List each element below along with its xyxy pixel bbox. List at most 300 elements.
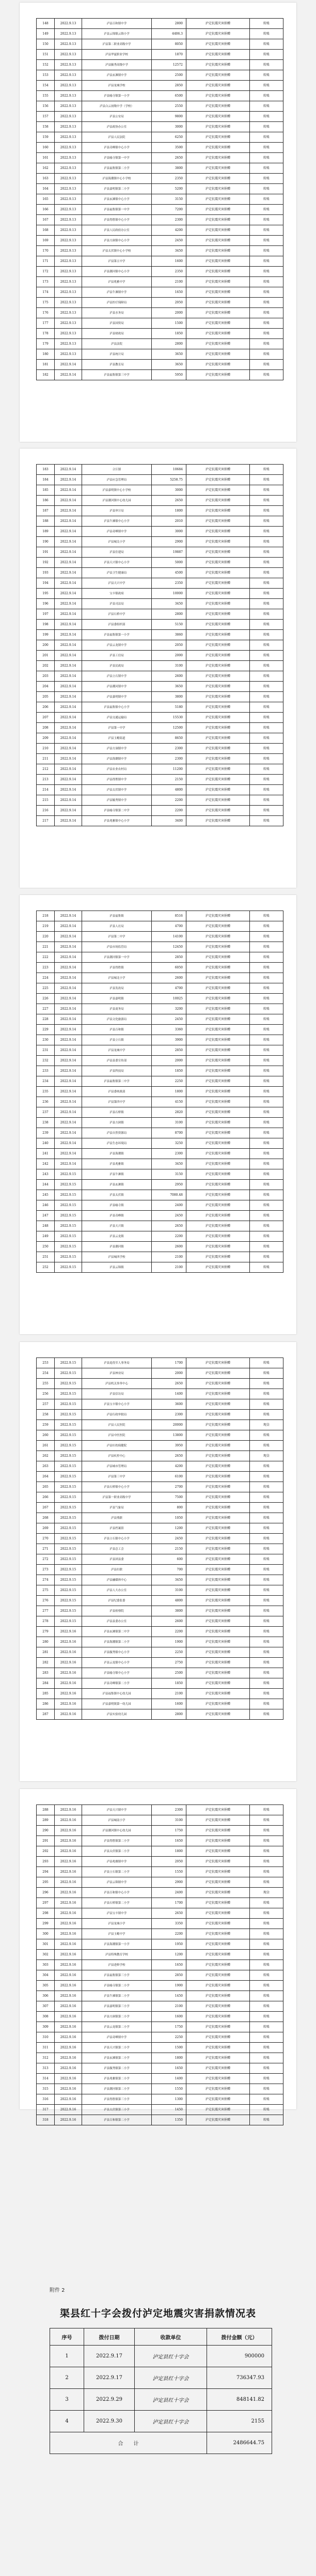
ledger-cell-method: 转账 xyxy=(250,475,283,485)
ledger-row xyxy=(37,318,283,329)
ledger-cell-purpose: 泸定抗震灾害捐赠 xyxy=(186,70,250,81)
ledger-cell-date: 2022.9.15 xyxy=(55,1358,82,1368)
ledger-cell-purpose: 泸定抗震灾害捐赠 xyxy=(186,2074,250,2084)
ledger-cell-donor: 泸县卫生健康局 xyxy=(82,568,152,578)
ledger-cell-method: 转账 xyxy=(250,911,283,921)
ledger-cell-index: 161 xyxy=(37,153,55,163)
ledger-cell-donor: 泸县人民法院 xyxy=(82,132,152,143)
ledger-cell-amount: 2850 xyxy=(152,1045,186,1056)
ledger-cell-donor: 泸县福集镇第一中学 xyxy=(82,205,152,215)
ledger-cell-purpose: 泸定抗震灾害捐赠 xyxy=(186,370,250,380)
ledger-cell-amount: 2010 xyxy=(152,516,186,527)
ledger-cell-amount: 2250 xyxy=(152,1076,186,1087)
ledger-cell-date: 2022.9.15 xyxy=(55,1523,82,1534)
ledger-cell-index: 258 xyxy=(37,1410,55,1420)
ledger-row xyxy=(37,1441,283,1451)
ledger-cell-amount: 6050 xyxy=(152,963,186,973)
ledger-cell-donor: 泸县第五中学 xyxy=(82,256,152,267)
summary-cell-date: 2022.9.30 xyxy=(84,2411,135,2432)
ledger-row xyxy=(37,1970,283,1981)
ledger-row xyxy=(37,1919,283,1929)
ledger-cell-date: 2022.9.14 xyxy=(55,1014,82,1025)
ledger-cell-date: 2022.9.15 xyxy=(55,1606,82,1616)
ledger-cell-method: 转账 xyxy=(250,1939,283,1950)
ledger-cell-donor: 泸县福集镇第三中学 xyxy=(82,370,152,380)
ledger-cell-method: 转账 xyxy=(250,1014,283,1025)
ledger-cell-date: 2022.9.13 xyxy=(55,256,82,267)
ledger-cell-date: 2022.9.16 xyxy=(55,1846,82,1857)
ledger-cell-amount: 3400 xyxy=(152,816,186,826)
ledger-cell-donor: 泸县潮河镇中心小学 xyxy=(82,267,152,277)
ledger-row xyxy=(37,692,283,702)
ledger-cell-purpose: 泸定抗震灾害捐赠 xyxy=(186,1190,250,1200)
ledger-cell-date: 2022.9.16 xyxy=(55,1826,82,1836)
ledger-cell-method: 转账 xyxy=(250,702,283,713)
ledger-cell-amount: 2800 xyxy=(152,609,186,620)
ledger-cell-donor: 泸县太伏镇 xyxy=(82,1190,152,1200)
ledger-cell-purpose: 泸定抗震灾害捐赠 xyxy=(186,1877,250,1888)
ledger-cell-donor: 泸县市场监管局 xyxy=(82,942,152,952)
ledger-row xyxy=(37,1430,283,1441)
ledger-cell-method: 转账 xyxy=(250,70,283,81)
ledger-cell-purpose: 泸定抗震灾害捐赠 xyxy=(186,692,250,702)
ledger-cell-method: 转账 xyxy=(250,485,283,496)
ledger-row xyxy=(37,70,283,81)
ledger-row xyxy=(37,816,283,826)
ledger-cell-purpose: 泸定抗震灾害捐赠 xyxy=(186,963,250,973)
ledger-cell-method: 转账 xyxy=(250,1554,283,1565)
ledger-row xyxy=(37,1596,283,1606)
ledger-cell-index: 293 xyxy=(37,1857,55,1867)
ledger-row xyxy=(37,1035,283,1045)
ledger-cell-date: 2022.9.14 xyxy=(55,1056,82,1066)
ledger-cell-amount: 3450 xyxy=(152,1159,186,1169)
ledger-cell-method: 转账 xyxy=(250,1138,283,1149)
summary-cell-index: 3 xyxy=(50,2389,84,2411)
ledger-cell-donor: 泸县疾控中心 xyxy=(82,1451,152,1461)
ledger-cell-method: 转账 xyxy=(250,1368,283,1379)
ledger-cell-index: 288 xyxy=(37,1805,55,1815)
ledger-cell-amount: 1500 xyxy=(152,318,186,329)
ledger-cell-date: 2022.9.16 xyxy=(55,1991,82,2001)
summary-cell-amount: 900000 xyxy=(207,2346,272,2367)
ledger-cell-donor: 泸县第四中学 xyxy=(82,1097,152,1107)
ledger-cell-amount: 2100 xyxy=(152,1689,186,1699)
ledger-cell-index: 254 xyxy=(37,1368,55,1379)
ledger-cell-purpose: 泸定抗震灾害捐赠 xyxy=(186,1991,250,2001)
ledger-cell-method: 转账 xyxy=(250,2084,283,2094)
ledger-cell-donor: 泸县海潮镇第一小学 xyxy=(82,1939,152,1950)
ledger-cell-donor: 泸县纪委监委 xyxy=(82,1596,152,1606)
ledger-cell-method: 转账 xyxy=(250,952,283,963)
ledger-row xyxy=(37,19,283,29)
ledger-cell-purpose: 泸定抗震灾害捐赠 xyxy=(186,713,250,723)
ledger-cell-donor: 泸县福集镇第二中学 xyxy=(82,1076,152,1087)
ledger-cell-date: 2022.9.14 xyxy=(55,485,82,496)
ledger-cell-index: 266 xyxy=(37,1492,55,1503)
ledger-cell-donor: 泸县嘉明镇中学 xyxy=(82,692,152,702)
ledger-cell-amount: 3450 xyxy=(152,1575,186,1585)
ledger-cell-amount: 8516 xyxy=(152,911,186,921)
ledger-cell-date: 2022.9.15 xyxy=(55,1482,82,1492)
ledger-cell-index: 233 xyxy=(37,1066,55,1076)
ledger-cell-index: 310 xyxy=(37,2032,55,2043)
ledger-cell-date: 2022.9.14 xyxy=(55,589,82,599)
ledger-cell-index: 240 xyxy=(37,1138,55,1149)
ledger-cell-donor: 泸县进修学校 xyxy=(82,1960,152,1970)
ledger-cell-amount: 15530 xyxy=(152,713,186,723)
ledger-cell-purpose: 泸定抗震灾害捐赠 xyxy=(186,1159,250,1169)
ledger-cell-date: 2022.9.16 xyxy=(55,2063,82,2074)
ledger-cell-purpose: 泸定抗震灾害捐赠 xyxy=(186,132,250,143)
ledger-cell-donor: 泸县太伏镇中心小学校 xyxy=(82,246,152,256)
ledger-cell-amount: 3250 xyxy=(152,1138,186,1149)
ledger-cell-date: 2022.9.14 xyxy=(55,932,82,942)
ledger-cell-purpose: 泸定抗震灾害捐赠 xyxy=(186,1252,250,1262)
ledger-cell-amount: 2820 xyxy=(152,1107,186,1118)
ledger-row xyxy=(37,2012,283,2022)
ledger-cell-donor: 泸县人民政府办公室 xyxy=(82,225,152,236)
ledger-cell-date: 2022.9.14 xyxy=(55,785,82,795)
ledger-cell-date: 2022.9.13 xyxy=(55,308,82,318)
ledger-cell-donor: 泸县嘉明镇第三小学 xyxy=(82,2001,152,2012)
ledger-cell-purpose: 泸定抗震灾害捐赠 xyxy=(186,1503,250,1513)
ledger-cell-purpose: 泸定抗震灾害捐赠 xyxy=(186,2043,250,2053)
ledger-cell-method: 转账 xyxy=(250,1128,283,1138)
ledger-cell-date: 2022.9.14 xyxy=(55,1138,82,1149)
ledger-cell-donor: 泸县潮河镇 xyxy=(82,1242,152,1252)
ledger-row xyxy=(37,2084,283,2094)
ledger-row xyxy=(37,921,283,932)
ledger-cell-amount: 1050 xyxy=(152,1513,186,1523)
ledger-cell-donor: 泸县城市管理局 xyxy=(82,1461,152,1472)
ledger-row xyxy=(37,994,283,1004)
ledger-row xyxy=(37,558,283,568)
ledger-cell-method: 转账 xyxy=(250,1523,283,1534)
ledger-cell-method: 转账 xyxy=(250,1709,283,1720)
ledger-cell-method: 转账 xyxy=(250,1076,283,1087)
ledger-cell-index: 148 xyxy=(37,19,55,29)
ledger-cell-amount: 2200 xyxy=(152,1929,186,1939)
ledger-cell-index: 153 xyxy=(37,70,55,81)
ledger-cell-method: 转账 xyxy=(250,1056,283,1066)
ledger-cell-index: 205 xyxy=(37,692,55,702)
ledger-cell-index: 250 xyxy=(37,1242,55,1252)
ledger-cell-amount: 2400 xyxy=(152,1200,186,1211)
ledger-cell-donor: 泸县退役军人事务局 xyxy=(82,1358,152,1368)
ledger-cell-amount: 2800 xyxy=(152,1709,186,1720)
ledger-page-1 xyxy=(20,3,296,442)
ledger-cell-amount: 1600 xyxy=(152,1699,186,1709)
ledger-cell-donor: 泸县气象局 xyxy=(82,1503,152,1513)
ledger-cell-date: 2022.9.15 xyxy=(55,1410,82,1420)
ledger-row xyxy=(37,101,283,112)
ledger-cell-purpose: 泸定抗震灾害捐赠 xyxy=(186,174,250,184)
ledger-cell-method: 转账 xyxy=(250,983,283,994)
ledger-cell-amount: 3150 xyxy=(152,1169,186,1180)
ledger-cell-purpose: 泸定抗震灾害捐赠 xyxy=(186,143,250,153)
ledger-cell-method: 转账 xyxy=(250,1149,283,1159)
ledger-cell-donor: 泸县石桥镇 xyxy=(82,1107,152,1118)
ledger-cell-donor: 泸县机关事务中心 xyxy=(82,1379,152,1389)
ledger-cell-date: 2022.9.14 xyxy=(55,630,82,640)
ledger-cell-purpose: 泸定抗震灾害捐赠 xyxy=(186,568,250,578)
ledger-cell-method: 转账 xyxy=(250,1430,283,1441)
ledger-cell-amount: 1900 xyxy=(152,1981,186,1991)
ledger-row xyxy=(37,1616,283,1627)
ledger-cell-donor: 泸县得胜镇中学 xyxy=(82,775,152,785)
ledger-cell-purpose: 泸定抗震灾害捐赠 xyxy=(186,1867,250,1877)
ledger-cell-date: 2022.9.14 xyxy=(55,806,82,816)
ledger-row xyxy=(37,1066,283,1076)
ledger-cell-method: 转账 xyxy=(250,132,283,143)
ledger-cell-donor: 泸县妇幼保健院 xyxy=(82,1441,152,1451)
ledger-cell-method: 转账 xyxy=(250,101,283,112)
ledger-cell-date: 2022.9.15 xyxy=(55,1180,82,1190)
ledger-cell-donor: 泸县牛滩镇中心小学 xyxy=(82,516,152,527)
ledger-cell-index: 223 xyxy=(37,963,55,973)
summary-cell-date: 2022.9.17 xyxy=(84,2346,135,2367)
ledger-row xyxy=(37,1513,283,1523)
ledger-cell-method: 转账 xyxy=(250,1492,283,1503)
ledger-cell-donor: 泸县喻寺镇第一小学 xyxy=(82,91,152,101)
ledger-cell-method: 转账 xyxy=(250,1534,283,1544)
ledger-cell-index: 206 xyxy=(37,702,55,713)
ledger-cell-date: 2022.9.16 xyxy=(55,1939,82,1950)
ledger-cell-method: 转账 xyxy=(250,1025,283,1035)
ledger-cell-method: 转账 xyxy=(250,1699,283,1709)
ledger-cell-index: 283 xyxy=(37,1668,55,1678)
ledger-cell-purpose: 泸定抗震灾害捐赠 xyxy=(186,1014,250,1025)
ledger-row xyxy=(37,122,283,132)
ledger-cell-method: 转账 xyxy=(250,921,283,932)
ledger-cell-purpose: 泸定抗震灾害捐赠 xyxy=(186,1097,250,1107)
ledger-cell-index: 247 xyxy=(37,1211,55,1221)
ledger-cell-index: 259 xyxy=(37,1420,55,1430)
ledger-cell-donor: 泸县云龙镇中心小学 xyxy=(82,1658,152,1668)
ledger-cell-purpose: 泸定抗震灾害捐赠 xyxy=(186,620,250,630)
ledger-page-3 xyxy=(20,895,296,1334)
ledger-cell-amount: 2650 xyxy=(152,1379,186,1389)
ledger-cell-date: 2022.9.13 xyxy=(55,329,82,339)
ledger-cell-purpose: 泸定抗震灾害捐赠 xyxy=(186,1066,250,1076)
ledger-cell-amount: 5150 xyxy=(152,620,186,630)
ledger-cell-amount: 3500 xyxy=(152,143,186,153)
ledger-cell-amount: 4150 xyxy=(152,1097,186,1107)
ledger-cell-date: 2022.9.15 xyxy=(55,1472,82,1482)
ledger-cell-index: 313 xyxy=(37,2063,55,2074)
ledger-row xyxy=(37,143,283,153)
ledger-cell-amount: 3100 xyxy=(152,661,186,671)
ledger-cell-purpose: 泸定抗震灾害捐赠 xyxy=(186,1616,250,1627)
ledger-cell-amount: 10684 xyxy=(152,465,186,475)
ledger-cell-index: 216 xyxy=(37,806,55,816)
ledger-cell-donor: 泸县得胜镇中心小学 xyxy=(82,215,152,225)
ledger-cell-donor: 泸县人大办公室 xyxy=(82,1585,152,1596)
summary-row xyxy=(50,2411,272,2432)
ledger-cell-amount: 2100 xyxy=(152,1252,186,1262)
ledger-row xyxy=(37,112,283,122)
ledger-cell-purpose: 泸定抗震灾害捐赠 xyxy=(186,744,250,754)
ledger-cell-date: 2022.9.16 xyxy=(55,2022,82,2032)
ledger-cell-purpose: 泸定抗震灾害捐赠 xyxy=(186,1815,250,1826)
ledger-cell-date: 2022.9.14 xyxy=(55,1045,82,1056)
ledger-cell-index: 160 xyxy=(37,143,55,153)
ledger-cell-purpose: 泸定抗震灾害捐赠 xyxy=(186,1004,250,1014)
ledger-row xyxy=(37,516,283,527)
ledger-cell-date: 2022.9.13 xyxy=(55,81,82,91)
ledger-cell-date: 2022.9.16 xyxy=(55,1919,82,1929)
ledger-cell-purpose: 泸定抗震灾害捐赠 xyxy=(186,2022,250,2032)
ledger-cell-date: 2022.9.16 xyxy=(55,1637,82,1647)
ledger-cell-method: 转账 xyxy=(250,640,283,651)
ledger-cell-donor: 泸县喻寺镇 xyxy=(82,1200,152,1211)
ledger-row xyxy=(37,1149,283,1159)
ledger-cell-purpose: 泸定抗震灾害捐赠 xyxy=(186,983,250,994)
ledger-cell-method: 转账 xyxy=(250,1867,283,1877)
ledger-row xyxy=(37,1180,283,1190)
ledger-cell-method: 转账 xyxy=(250,506,283,516)
ledger-cell-date: 2022.9.13 xyxy=(55,339,82,349)
ledger-row xyxy=(37,163,283,174)
ledger-cell-method: 转账 xyxy=(250,733,283,744)
ledger-cell-date: 2022.9.16 xyxy=(55,2084,82,2094)
ledger-row xyxy=(37,733,283,744)
ledger-row xyxy=(37,1389,283,1399)
ledger-cell-index: 150 xyxy=(37,39,55,50)
ledger-cell-method: 转账 xyxy=(250,298,283,308)
ledger-cell-purpose: 泸定抗震灾害捐赠 xyxy=(186,2063,250,2074)
ledger-cell-index: 226 xyxy=(37,994,55,1004)
ledger-cell-method: 转账 xyxy=(250,60,283,70)
donation-ledger-table xyxy=(36,18,283,380)
ledger-cell-purpose: 泸定抗震灾害捐赠 xyxy=(186,298,250,308)
ledger-row xyxy=(37,640,283,651)
ledger-cell-donor: 泸县委组织部 xyxy=(82,620,152,630)
ledger-cell-donor: 泸县百和镇中学 xyxy=(82,19,152,29)
ledger-cell-purpose: 泸定抗震灾害捐赠 xyxy=(186,754,250,764)
ledger-cell-index: 169 xyxy=(37,236,55,246)
ledger-cell-amount: 4200 xyxy=(152,1461,186,1472)
ledger-cell-amount: 1850 xyxy=(152,1678,186,1689)
ledger-cell-method: 现金 xyxy=(250,1420,283,1430)
ledger-cell-method: 转账 xyxy=(250,1647,283,1658)
ledger-cell-amount: 2450 xyxy=(152,1534,186,1544)
ledger-row xyxy=(37,723,283,733)
ledger-row xyxy=(37,1492,283,1503)
ledger-cell-amount: 3450 xyxy=(152,599,186,609)
ledger-cell-purpose: 泸定抗震灾害捐赠 xyxy=(186,1107,250,1118)
ledger-cell-date: 2022.9.16 xyxy=(55,1658,82,1668)
ledger-cell-amount: 3800 xyxy=(152,1606,186,1616)
ledger-cell-index: 298 xyxy=(37,1908,55,1919)
ledger-cell-method: 转账 xyxy=(250,205,283,215)
ledger-row xyxy=(37,1045,283,1056)
ledger-cell-index: 269 xyxy=(37,1523,55,1534)
summary-cell-index: 4 xyxy=(50,2411,84,2432)
ledger-cell-purpose: 泸定抗震灾害捐赠 xyxy=(186,1035,250,1045)
ledger-cell-purpose: 泸定抗震灾害捐赠 xyxy=(186,952,250,963)
ledger-cell-method: 转账 xyxy=(250,1262,283,1273)
ledger-cell-amount: 2500 xyxy=(152,1668,186,1678)
ledger-cell-date: 2022.9.15 xyxy=(55,1430,82,1441)
ledger-cell-amount: 1550 xyxy=(152,2084,186,2094)
ledger-cell-donor: 泸县云锦镇中学 xyxy=(82,1877,152,1888)
ledger-cell-donor: 泸县审计局 xyxy=(82,506,152,516)
ledger-row xyxy=(37,1939,283,1950)
ledger-cell-amount: 7080.48 xyxy=(152,1190,186,1200)
ledger-cell-purpose: 泸定抗震灾害捐赠 xyxy=(186,2001,250,2012)
ledger-row xyxy=(37,370,283,380)
ledger-cell-donor: 泸县残联 xyxy=(82,1513,152,1523)
ledger-row xyxy=(37,942,283,952)
ledger-row xyxy=(37,630,283,640)
ledger-cell-donor: 泸县百和镇第二小学 xyxy=(82,2115,152,2125)
ledger-row xyxy=(37,1960,283,1970)
ledger-cell-donor: 泸县检察院 xyxy=(82,1606,152,1616)
ledger-cell-index: 158 xyxy=(37,122,55,132)
ledger-cell-method: 转账 xyxy=(250,1857,283,1867)
ledger-cell-donor: 泸县龙城小学 xyxy=(82,1919,152,1929)
ledger-cell-method: 转账 xyxy=(250,329,283,339)
ledger-cell-date: 2022.9.15 xyxy=(55,1242,82,1252)
ledger-cell-amount: 7500 xyxy=(152,1492,186,1503)
ledger-row xyxy=(37,1056,283,1066)
ledger-cell-method: 转账 xyxy=(250,2043,283,2053)
ledger-cell-amount: 2750 xyxy=(152,1658,186,1668)
ledger-cell-donor: 泸县档案馆 xyxy=(82,1523,152,1534)
ledger-cell-purpose: 泸定抗震灾害捐赠 xyxy=(186,1399,250,1410)
ledger-cell-method: 转账 xyxy=(250,682,283,692)
ledger-cell-donor: 泸县云锦镇云锦小学 xyxy=(82,29,152,39)
ledger-cell-purpose: 泸定抗震灾害捐赠 xyxy=(186,163,250,174)
ledger-cell-date: 2022.9.14 xyxy=(55,547,82,558)
ledger-cell-amount: 2100 xyxy=(152,1262,186,1273)
ledger-cell-donor: 泸县生态环境局 xyxy=(82,1138,152,1149)
ledger-cell-method: 转账 xyxy=(250,1252,283,1262)
ledger-cell-donor: 泸县牛滩镇第二小学 xyxy=(82,1991,152,2001)
ledger-cell-amount: 13800 xyxy=(152,1430,186,1441)
ledger-row xyxy=(37,2053,283,2063)
ledger-cell-index: 314 xyxy=(37,2074,55,2084)
ledger-cell-method: 转账 xyxy=(250,1919,283,1929)
ledger-cell-purpose: 泸定抗震灾害捐赠 xyxy=(186,795,250,806)
ledger-cell-donor: 泸县奇峰镇中学 xyxy=(82,527,152,537)
ledger-cell-amount: 6100 xyxy=(152,1472,186,1482)
donation-ledger-table xyxy=(36,911,283,1273)
ledger-cell-date: 2022.9.15 xyxy=(55,1565,82,1575)
ledger-cell-donor: 宝丰镇政府 xyxy=(82,589,152,599)
ledger-cell-purpose: 泸定抗震灾害捐赠 xyxy=(186,1358,250,1368)
ledger-cell-donor: 泸县科技局 xyxy=(82,1066,152,1076)
ledger-cell-donor: 泸县医疗保障局 xyxy=(82,298,152,308)
ledger-cell-amount: 6250 xyxy=(152,132,186,143)
ledger-row xyxy=(37,2115,283,2125)
ledger-cell-purpose: 泸定抗震灾害捐赠 xyxy=(186,1939,250,1950)
ledger-cell-index: 180 xyxy=(37,349,55,360)
ledger-cell-date: 2022.9.16 xyxy=(55,1929,82,1939)
ledger-cell-index: 248 xyxy=(37,1221,55,1231)
ledger-row xyxy=(37,1668,283,1678)
ledger-cell-donor: 泸县城关小学 xyxy=(82,537,152,547)
ledger-row xyxy=(37,1128,283,1138)
ledger-cell-donor: 泸县天兴中学 xyxy=(82,578,152,589)
ledger-cell-amount: 3650 xyxy=(152,349,186,360)
ledger-cell-date: 2022.9.16 xyxy=(55,1647,82,1658)
ledger-cell-amount: 2350 xyxy=(152,174,186,184)
ledger-cell-amount: 1650 xyxy=(152,1836,186,1846)
ledger-cell-index: 156 xyxy=(37,101,55,112)
